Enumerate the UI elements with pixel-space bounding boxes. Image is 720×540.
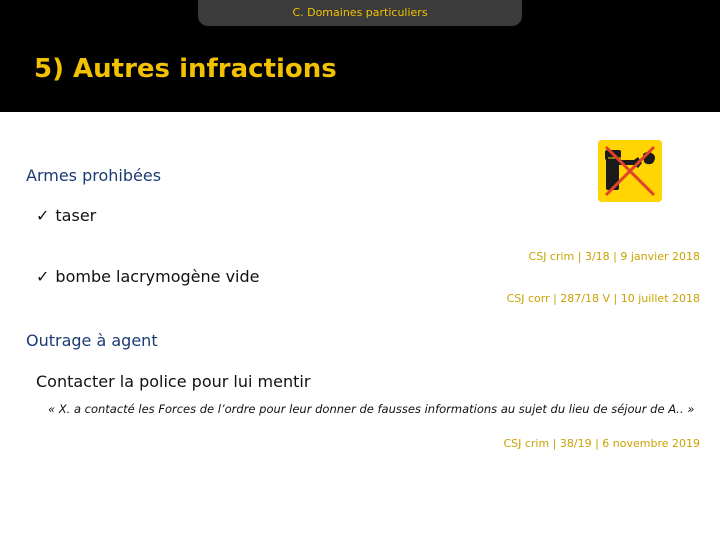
- reference-2: CSJ corr | 287/18 V | 10 juillet 2018: [506, 292, 700, 305]
- slide-header: [0, 0, 720, 112]
- bullet-label: Contacter la police pour lui mentir: [36, 372, 311, 391]
- slide-title: 5) Autres infractions: [34, 54, 337, 84]
- no-taser-icon: [598, 140, 662, 202]
- reference-1: CSJ crim | 3/18 | 9 janvier 2018: [528, 250, 700, 263]
- outrage-heading: Outrage à agent: [26, 331, 158, 350]
- bullet-contacter: [26, 372, 310, 391]
- quote-text: « X. a contacté les Forces de l’ordre pour leur donner de fausses informations au sujet du lieu de séjour de A.. »: [48, 402, 695, 416]
- section-label: C. Domaines particuliers: [292, 6, 428, 19]
- bullet-label: taser: [55, 206, 97, 225]
- bullet-bombe: [26, 267, 259, 286]
- checkmark-icon: ✓: [36, 267, 50, 286]
- checkmark-icon: ✓: [36, 206, 50, 225]
- bullet-label: bombe lacrymogène vide: [55, 267, 260, 286]
- armes-heading: Armes prohibées: [26, 166, 162, 185]
- reference-3: CSJ crim | 38/19 | 6 novembre 2019: [503, 437, 700, 450]
- bullet-taser: [26, 206, 96, 225]
- section-tab: [198, 0, 522, 26]
